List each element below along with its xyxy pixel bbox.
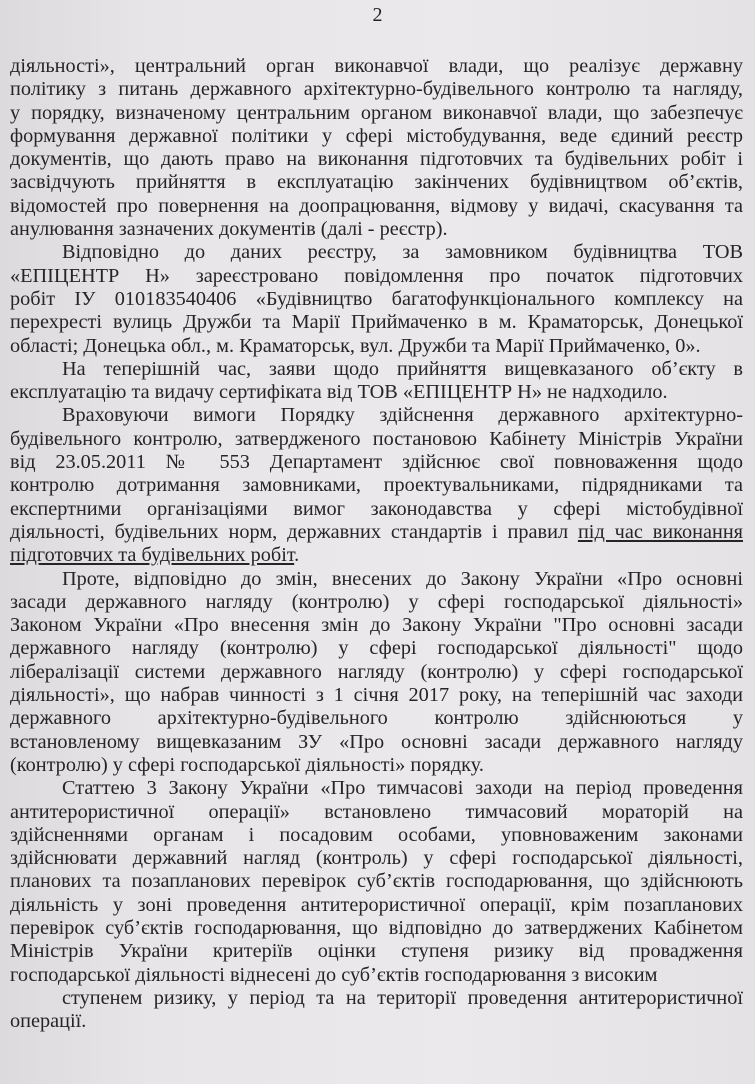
text-line: [10, 894, 743, 917]
text-line: [10, 684, 743, 707]
text-line: [10, 917, 743, 940]
line-text: експлуатацію та видачу сертифіката від ТОВ «ЕПІЦЕНТР Н» не надходило.: [10, 381, 668, 404]
line-text: операції.: [10, 1010, 87, 1033]
text-line: [10, 55, 743, 78]
line-text: Враховуючи вимоги Порядку здійснення державного архітектурно-: [62, 404, 743, 427]
line-text: формування державної політики у сфері містобудування, веде єдиний реєстр: [10, 124, 743, 147]
text-line: [10, 824, 743, 847]
line-text: експертними організаціями вимог законодавства у сфері містобудівної: [10, 497, 743, 520]
line-text: Міністрів України критеріїв оцінки ступеня ризику від провадження: [10, 940, 743, 963]
line-text: області; Донецька обл., м. Краматорськ, вул. Дружби та Марії Приймаченко, 0».: [10, 334, 701, 357]
line-text: будівельного контролю, затвердженого постановою Кабінету Міністрів України: [10, 427, 743, 450]
text-line: [10, 241, 743, 264]
line-text: контролю дотримання замовниками, проектувальниками, підрядниками та: [10, 474, 743, 497]
document-body: [10, 55, 743, 1033]
text-line: [10, 777, 743, 800]
line-text: державного архітектурно-будівельного контролю здійснюються у: [10, 707, 743, 730]
text-line: [10, 521, 743, 544]
text-line: [10, 404, 743, 427]
line-text: Проте, відповідно до змін, внесених до Закону України «Про основні: [62, 567, 743, 590]
line-text: На теперішній час, заяви щодо прийняття вищевказаного об’єкту в: [62, 357, 743, 380]
text-line: [10, 335, 743, 358]
line-text: господарської діяльності віднесені до суб’єктів господарювання з високим: [10, 963, 658, 986]
text-line: [10, 171, 743, 194]
text-line: [10, 218, 743, 241]
underlined-text: під час виконання: [577, 520, 744, 543]
text-line: [10, 731, 743, 754]
text-line: [10, 870, 743, 893]
line-text: діяльності», що набрав чинності з 1 січня 2017 року, на теперішній час заходи: [10, 684, 743, 707]
line-text: від 23.05.2011 № 553 Департамент здійснює свої повноваження щодо: [10, 451, 743, 474]
line-text: анулювання зазначених документів (далі - реєстр).: [10, 218, 448, 241]
text-line: [10, 311, 743, 334]
text-line: [10, 964, 743, 987]
line-text: діяльності», центральний орган виконавчої влади, що реалізує державну: [10, 55, 743, 77]
line-text: антитерористичної операції» встановлено тимчасовий мораторій на: [10, 800, 743, 823]
text-line: [10, 568, 743, 591]
line-text: засвідчують прийняття в експлуатацію закінчених будівництвом об’єктів,: [10, 171, 743, 194]
text-line: [10, 544, 743, 567]
line-text: Законом України «Про внесення змін до Закону України "Про основні засади: [10, 614, 743, 637]
line-text: планових та позапланових перевірок суб’єктів господарювання, що здійснюють: [10, 870, 743, 893]
text-line: [10, 428, 743, 451]
text-line: [10, 451, 743, 474]
text-line: [10, 288, 743, 311]
text-line: [10, 265, 743, 288]
line-text: робіт ІУ 010183540406 «Будівництво багатофункціонального комплексу на: [10, 287, 743, 310]
text-line: [10, 987, 743, 1010]
text-line: [10, 661, 743, 684]
text-line: [10, 474, 743, 497]
text-line: [10, 1010, 743, 1033]
line-text: державного нагляду (контролю) у сфері господарської діяльності" щодо: [10, 637, 743, 660]
line-text: діяльність у зоні проведення антитерористичної операції, крім позапланових: [10, 893, 743, 916]
text-line: [10, 707, 743, 730]
text-line: [10, 847, 743, 870]
text-line: [10, 125, 743, 148]
line-text: (контролю) у сфері господарської діяльності» порядку.: [10, 753, 484, 776]
line-text: здійснювати державний нагляд (контроль) у сфері господарської діяльності,: [10, 847, 743, 870]
text-line: [10, 195, 743, 218]
line-text: діяльності, будівельних норм, державних стандартів і правил: [10, 520, 578, 543]
line-text: відомостей про повернення на доопрацювання, відмову у видачі, скасування та: [10, 194, 743, 217]
text-line: [10, 637, 743, 660]
underlined-text: підготовчих та будівельних робіт: [10, 544, 295, 567]
text-line: [10, 381, 743, 404]
text-line: [10, 102, 743, 125]
line-text: у порядку, визначеному центральним органом виконавчої влади, що забезпечує: [10, 101, 743, 124]
line-text: документів, що дають право на виконання підготовчих та будівельних робіт і: [10, 148, 743, 171]
line-text: лібералізації системи державного нагляду (контролю) у сфері господарської: [10, 660, 743, 683]
line-text: ступенем ризику, у період та на території проведення антитерористичної: [62, 986, 743, 1009]
line-text: перехресті вулиць Дружби та Марії Приймаченко в м. Краматорськ, Донецької: [10, 311, 743, 334]
text-line: [10, 754, 743, 777]
page-number: 2: [372, 4, 383, 26]
text-line: [10, 591, 743, 614]
text-line: [10, 614, 743, 637]
line-text: Статтею 3 Закону України «Про тимчасові заходи на період проведення: [62, 777, 743, 800]
line-text-after: .: [294, 544, 300, 567]
text-line: [10, 940, 743, 963]
text-line: [10, 801, 743, 824]
text-line: [10, 148, 743, 171]
line-text: засади державного нагляду (контролю) у сфері господарської діяльності»: [10, 590, 743, 613]
line-text: перевірок суб’єктів господарювання, що відповідно до затверджених Кабінетом: [10, 916, 743, 939]
text-line: [10, 78, 743, 101]
line-text: Відповідно до даних реєстру, за замовником будівництва ТОВ: [62, 241, 743, 264]
text-line: [10, 358, 743, 381]
line-text: «ЕПІЦЕНТР Н» зареєстровано повідомлення про початок підготовчих: [10, 264, 743, 287]
line-text: здійсненнями органам і посадовим особами, уповноваженим законами: [10, 823, 743, 846]
text-line: [10, 498, 743, 521]
line-text: політику з питань державного архітектурно-будівельного контролю та нагляду,: [10, 78, 743, 101]
line-text: встановленому вищевказаним ЗУ «Про основні засади державного нагляду: [10, 730, 743, 753]
